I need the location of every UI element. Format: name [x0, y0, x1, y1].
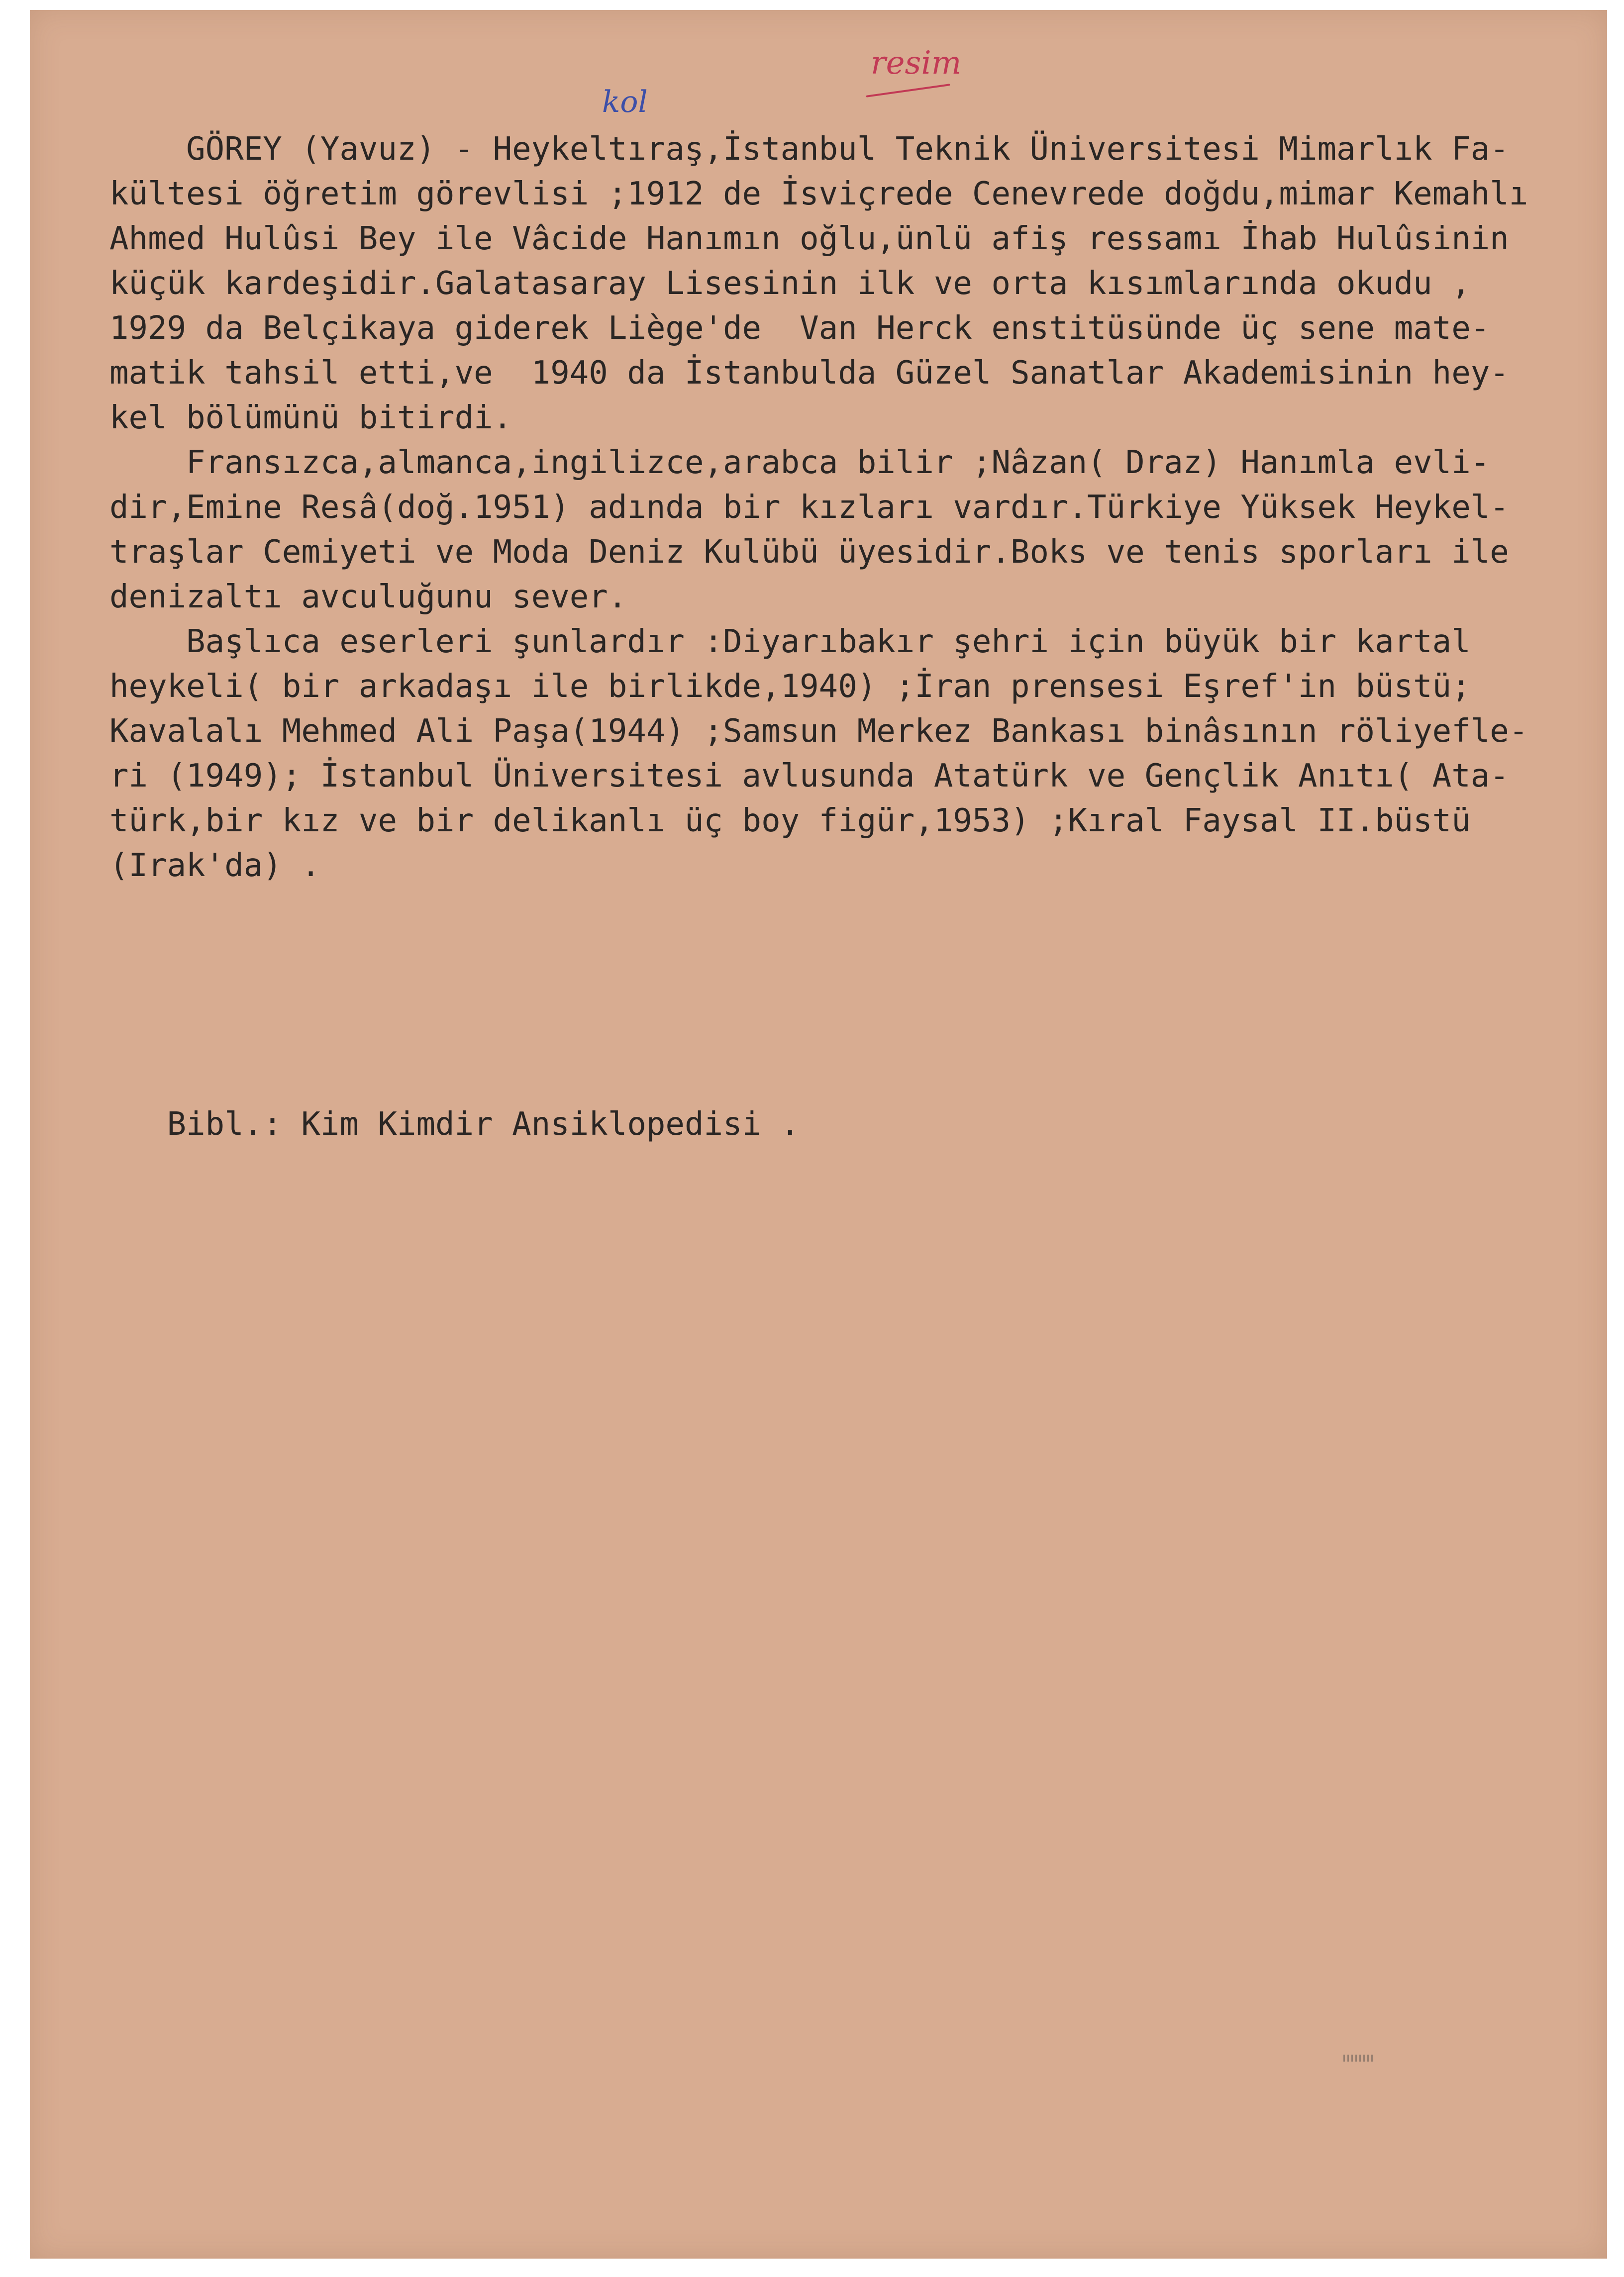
p2-line-1: Fransızca,almanca,ingilizce,arabca bilir ;Nâzan( Draz) Hanımla evli- — [109, 444, 1490, 481]
p1-line-7: kel bölümünü bitirdi. — [109, 399, 512, 436]
p3-line-2: heykeli( bir arkadaşı ile birlikde,1940) ;İran prensesi Eşref'in büstü; — [109, 668, 1471, 705]
handwritten-underline — [866, 84, 950, 98]
p1-line-2: kültesi öğretim görevlisi ;1912 de İsviçrede Cenevrede doğdu,mimar Kemahlı — [109, 176, 1528, 212]
paper-speck — [1343, 2055, 1373, 2062]
p2-line-4: denizaltı avculuğunu sever. — [109, 579, 627, 615]
p1-line-1: GÖREY (Yavuz) - Heykeltıraş,İstanbul Teknik Üniversitesi Mimarlık Fa- — [109, 131, 1509, 168]
p2-line-2: dir,Emine Resâ(doğ.1951) adında bir kızları vardır.Türkiye Yüksek Heykel- — [109, 489, 1509, 526]
handwritten-annotation-top: resim — [871, 45, 962, 82]
p1-line-6: matik tahsil etti,ve 1940 da İstanbulda Güzel Sanatlar Akademisinin hey- — [109, 355, 1509, 392]
p3-line-1: Başlıca eserleri şunlardır :Diyarıbakır şehri için büyük bir kartal — [109, 623, 1471, 660]
p2-line-3: traşlar Cemiyeti ve Moda Deniz Kulübü üyesidir.Boks ve tenis sporları ile — [109, 534, 1509, 571]
p3-line-3: Kavalalı Mehmed Ali Paşa(1944) ;Samsun Merkez Bankası binâsının röliyefle- — [109, 713, 1528, 750]
document-page — [30, 10, 1607, 2259]
p3-line-4: ri (1949); İstanbul Üniversitesi avlusunda Atatürk ve Gençlik Anıtı( Ata- — [109, 758, 1509, 794]
p1-line-4: küçük kardeşidir.Galatasaray Lisesinin ilk ve orta kısımlarında okudu , — [109, 265, 1471, 302]
p3-line-5: türk,bir kız ve bir delikanlı üç boy figür,1953) ;Kıral Faysal II.büstü — [109, 802, 1471, 839]
handwritten-insert-mark: kol — [602, 85, 648, 119]
p1-line-3: Ahmed Hulûsi Bey ile Vâcide Hanımın oğlu,ünlü afiş ressamı İhab Hulûsinin — [109, 220, 1509, 257]
p1-line-5: 1929 da Belçikaya giderek Liège'de Van Herck enstitüsünde üç sene mate- — [109, 310, 1490, 347]
bibliography: Bibl.: Kim Kimdir Ansiklopedisi . — [109, 1106, 800, 1143]
p3-line-6: (Irak'da) . — [109, 847, 320, 884]
